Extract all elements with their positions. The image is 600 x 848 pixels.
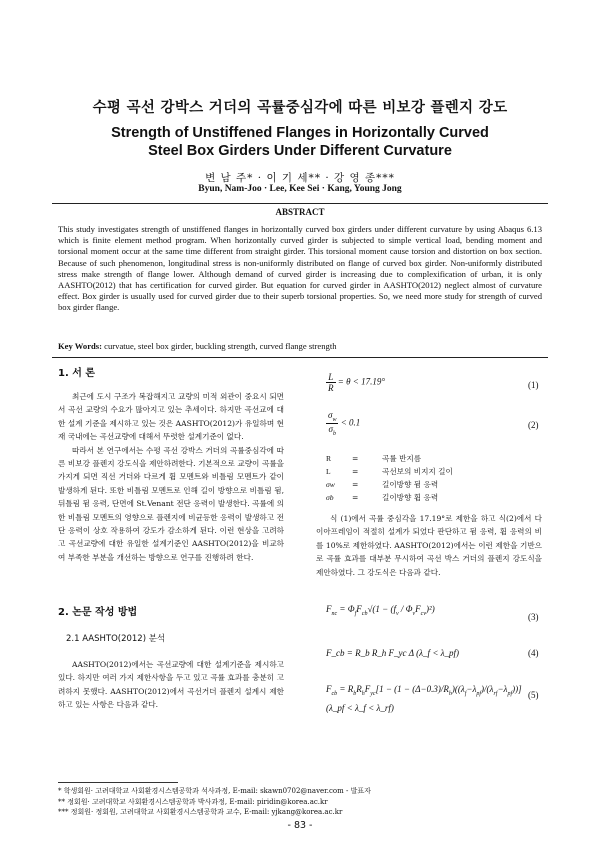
footnote-rule xyxy=(58,782,178,783)
eq1-fraction: $\frac{L}{R}$ xyxy=(328,372,334,393)
def-row: L = 곡선보의 비지지 길이 xyxy=(326,467,453,476)
equation-2-number: (2) xyxy=(528,420,539,430)
def-row: σb = 길이방향 휨 응력 xyxy=(326,493,439,502)
title-en-line-2: Steel Box Girders Under Different Curvature xyxy=(148,143,452,159)
equation-1 xyxy=(326,372,385,393)
paper-title-korean: 수평 곡선 강박스 거더의 곡률중심각에 따른 비보강 플렌지 강도 xyxy=(92,100,508,116)
equation-3: $F_{nc} = \Phi_fF_{cb}√(1 - (f_v / \Phi_vF_{cv})^2)$ xyxy=(326,604,435,617)
section-1-body xyxy=(58,390,284,564)
equation-3-number: (3) xyxy=(528,612,539,622)
right-paragraph-1: 식 (1)에서 곡률 중심각을 17.19°로 제한을 하고 식(2)에서 다이아프레임이 적절히 설계가 되었다 판단하고 뒴 응력, 휨 응력의 비를 10%로 제한하였다. AASHTO(2012)에서는 이런 제한을 기반으로 곡률 효과를 대부분 무시하여 곡선 박스 거더의 플렌지 강도식을 제안하였다. 그 강도식은 다음과 같다. xyxy=(316,514,542,577)
authors-korean: 변 남 주* · 이 기 세** · 강 영 종*** xyxy=(205,172,395,184)
abstract-text: This study investigates strength of unstiffened flanges in horizontally curved box girders under different curvature by using Abaqus 6.13 which is finite element method program. When horizontally curved girder is subjected to simple vertical load, bending moment and torsional moment occur at the same time different from straight girder. This torsional moment cause torsion and distortion on box section. Because of such phenomenon, longitudinal stress is non-uniformly distributed on flange of curved box girder. Non-uniformly distributed stress make strength of flange lower. Although demand of curved girder is increasing due to complexification of urban, it is only AASHTO(2012) that has certification for curved girder. But equation for curved girder in AASHTO(2012) neglect almost of curvature effect. Box girder is usually used for curved girder due to their superb torsional properties. So, we need more study for strength of curved box girder flange. xyxy=(58,224,542,313)
section-1-title: 1. 서 론 xyxy=(58,368,96,379)
section-2-1-body xyxy=(58,658,284,712)
keywords xyxy=(58,341,542,351)
equation-5: $F_{cb} = R_bR_hF_{yc}[1 - (1 - (\Delta-0.3)/R_h)((\lambda_f-\lambda_{pf})/(\lambda_{rf}-\lambda_{pf}))]$ (λ_pf < λ_f < λ_rf) xyxy=(326,684,522,713)
eq2-fraction: $\frac{\sigma_w}{\sigma_b}$ xyxy=(328,410,337,437)
def-row: R = 곡률 반지름 xyxy=(326,454,422,463)
equation-5-number: (5) xyxy=(528,690,539,700)
abstract-heading: ABSTRACT xyxy=(275,207,325,217)
footnote-2: ** 정회원· 고려대학교 사회환경시스템공학과 박사과정, E-mail: piridin@korea.ac.kr xyxy=(58,797,328,806)
authors-english: Byun, Nam-Joo · Lee, Kee Sei · Kang, Young Jong xyxy=(198,184,402,194)
section-1-paragraph-2: 따라서 본 연구에서는 수평 곡선 강박스 거더의 곡률중심각에 따른 비보강 플렌지 강도식을 제안하려한다. 기본적으로 교량이 곡률을 가지게 되면 직선 거더와 다르게 휨 모멘트와 비틀림 모멘트가 같이 발생하게 된다. 또한 비틀림 모멘트로 인해 길이 방향으로 비틀림 뒴, 뒤틀림 뒴 응력, 단면에 St.Venant 전단 응력이 발생한다. 곡률에 의한 비틀림 모멘트의 영향으로 플렌지에 비균등한 응력이 발생하고 전단 응력이 상호 작용하여 강도가 감소하게 된다. 이런 현상을 고려하고 곡선교량에 대한 유일한 설계기준인 AASHTO(2012)을 비교하여 부족한 부분을 개선하는 방향으로 연구를 진행하려 한다. xyxy=(58,445,284,562)
abstract-bottom-rule xyxy=(52,357,548,358)
footnotes xyxy=(58,786,548,818)
right-column-body xyxy=(316,512,542,579)
eq5-condition: (λ_pf < λ_f < λ_rf) xyxy=(326,702,394,713)
equation-4: F_cb = R_b R_h F_yc Δ (λ_f < λ_pf) xyxy=(326,648,460,658)
section-2-1-paragraph: AASHTO(2012)에서는 곡선교량에 대한 설계기준을 제시하고 있다. 하지만 여러 가지 제한사항을 두고 있고 곡률 효과를 충분히 고려하지 못했다. AASHTO(2012)에서 곡선거더 플렌지 설계시 제한하고 있는 사항은 다음과 같다. xyxy=(58,660,284,710)
abstract-top-rule xyxy=(52,203,548,204)
equation-4-number: (4) xyxy=(528,648,539,658)
footnote-1: * 학생회원· 고려대학교 사회환경시스템공학과 석사과정, E-mail: skawn0702@naver.com - 발표자 xyxy=(58,787,371,795)
section-2-1-title: 2.1 AASHTO(2012) 분석 xyxy=(66,634,166,644)
page-number: - 83 - xyxy=(287,820,313,831)
keywords-text: curvatue, steel box girder, buckling strength, curved flange strength xyxy=(104,341,337,351)
equation-1-number: (1) xyxy=(528,380,539,390)
keywords-label: Key Words: xyxy=(58,341,103,351)
def-row: σw = 길이방향 뒴 응력 xyxy=(326,480,439,489)
equation-2 xyxy=(326,410,360,437)
section-2-title: 2. 논문 작성 방법 xyxy=(58,607,138,618)
symbol-definitions xyxy=(326,452,546,504)
eq2-rhs: < 0.1 xyxy=(340,417,361,428)
section-1-paragraph-1: 최근에 도시 구조가 복잡해지고 교량의 미적 외관이 중요시 되면서 곡선 교량의 수요가 많아지고 있는 추세이다. 하지만 곡선교에 대한 설계 기준을 제시하고 있는 것은 AASHTO(2012)가 유일하며 현재 국내에는 곡선교량에 대해서 뚜렷한 설계기준이 없다. xyxy=(58,392,284,442)
footnote-3: *** 정회원· 정회원, 고려대학교 사회환경시스템공학과 교수, E-mail: yjkang@korea.ac.kr xyxy=(58,808,343,816)
title-en-line-1: Strength of Unstiffened Flanges in Horizontally Curved xyxy=(111,125,489,141)
paper-title-english xyxy=(0,124,600,160)
eq1-rhs: = θ < 17.19° xyxy=(337,376,385,387)
